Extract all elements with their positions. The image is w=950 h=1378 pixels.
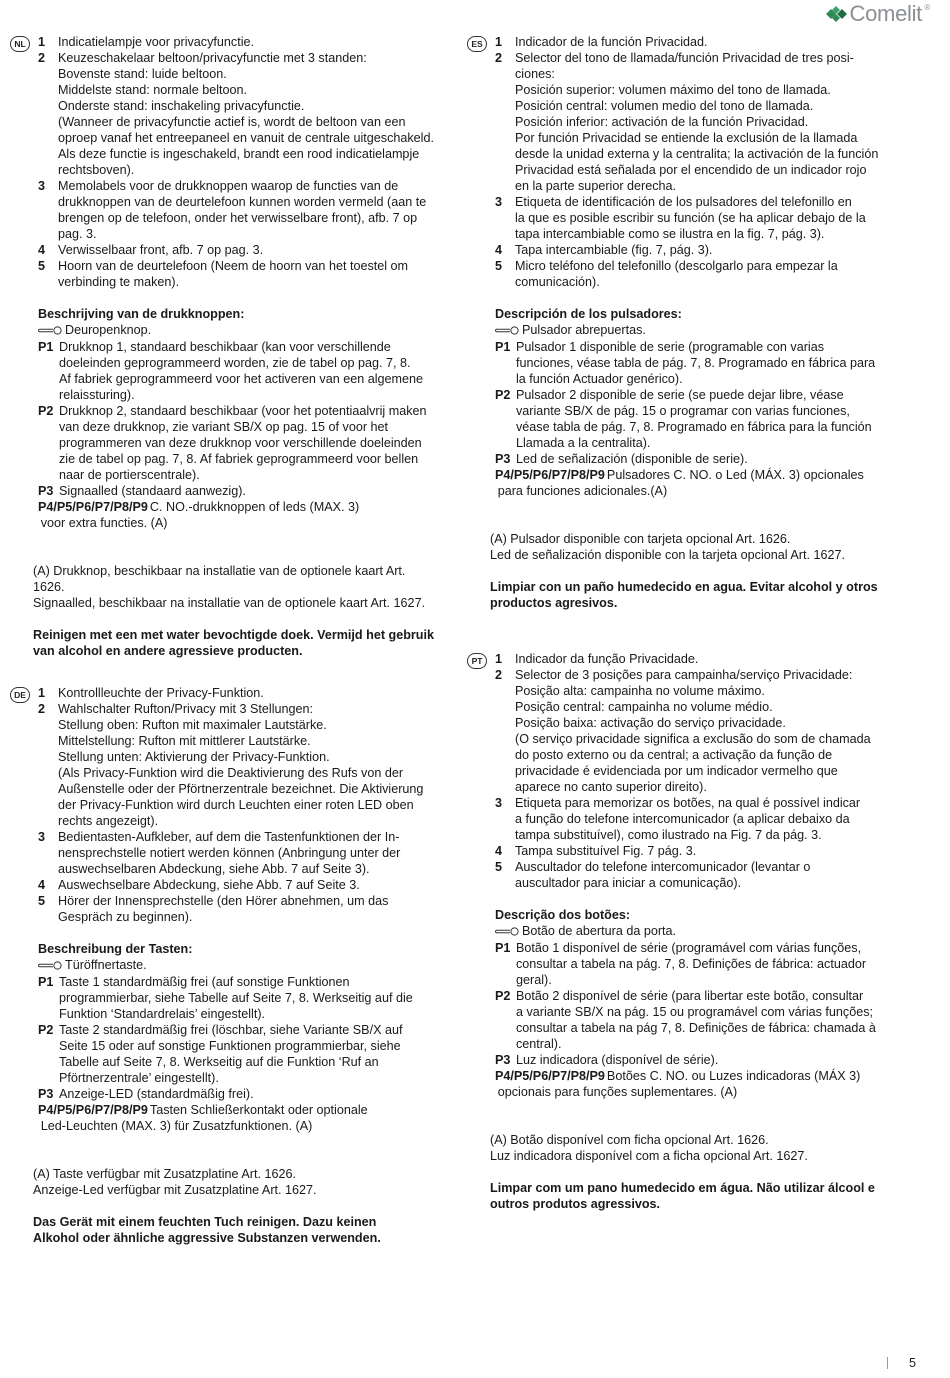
text-line: rechtsboven). bbox=[58, 163, 135, 177]
button-text bbox=[59, 1022, 462, 1086]
button-text bbox=[59, 403, 462, 483]
text-line: geral). bbox=[516, 973, 552, 987]
item-number: 1 bbox=[495, 35, 503, 49]
buttons-heading: Descripción de los pulsadores: bbox=[495, 307, 682, 321]
list-item bbox=[495, 859, 927, 891]
text-line: tampa substituível), como ilustrado na Fig. 7 da pág. 3. bbox=[515, 828, 822, 842]
item-text bbox=[515, 843, 927, 859]
section-es bbox=[467, 34, 927, 611]
key-icon bbox=[38, 323, 64, 339]
text-line: Llamada a la centralita). bbox=[516, 436, 651, 450]
text-line: en la parte superior derecha. bbox=[515, 179, 677, 193]
button-text bbox=[516, 1052, 927, 1068]
text-line: Auscultador do telefone intercomunicador (levantar o bbox=[515, 860, 811, 874]
text-line: pag. 3. bbox=[58, 227, 97, 241]
text-line: Als deze functie is ingeschakeld, brandt een rood indicatielampje bbox=[58, 147, 420, 161]
button-description bbox=[495, 451, 927, 467]
button-description bbox=[495, 1052, 927, 1068]
item-text bbox=[58, 877, 462, 893]
text-line: opcionais para funções suplementares. (A) bbox=[497, 1085, 738, 1099]
text-line: Selector del tono de llamada/función Privacidad de tres posi- bbox=[515, 51, 854, 65]
text-line: la que es posible escribir su función (se ha aplicar debajo de la bbox=[515, 211, 866, 225]
text-line: Tapa intercambiable (fig. 7, pág. 3). bbox=[515, 243, 713, 257]
button-text bbox=[516, 387, 927, 451]
text-line: Led-Leuchten (MAX. 3) für Zusatzfunktionen. (A) bbox=[40, 1119, 313, 1133]
button-text bbox=[516, 988, 927, 1052]
text-line: verbinding te maken). bbox=[58, 275, 180, 289]
text-line: Pulsadores C. NO. o Led (MÁX. 3) opcionales bbox=[606, 468, 864, 482]
list-item bbox=[495, 194, 927, 242]
door-release-label: Deuropenknop. bbox=[65, 323, 152, 337]
language-badge: ES bbox=[467, 36, 487, 52]
button-description bbox=[495, 467, 927, 499]
text-line: Taste 1 standardmäßig frei (auf sonstige Funktionen bbox=[59, 975, 350, 989]
buttons-heading: Descrição dos botões: bbox=[495, 908, 631, 922]
door-release-row bbox=[495, 923, 927, 940]
text-line: Seite 15 oder auf sonstige Funktionen programmierbar, siehe bbox=[59, 1039, 401, 1053]
list-item bbox=[38, 258, 462, 290]
text-line: Memolabels voor de drukknoppen waarop de functies van de bbox=[58, 179, 399, 193]
text-line: Signaalled, beschikbaar na installatie van de optionele kaart Art. 1627. bbox=[33, 596, 426, 610]
text-line: nensprechstelle notiert werden können (Anbringung unter der bbox=[58, 846, 401, 860]
list-item bbox=[38, 685, 462, 701]
item-number: 3 bbox=[495, 195, 503, 209]
text-line: Privacidad está señalada por el encendido de un indicador rojo bbox=[515, 163, 867, 177]
text-line: Limpar com um pano humedecido em água. Não utilizar álcool e bbox=[490, 1181, 875, 1195]
text-line: Außenstelle oder der Pförtnerzentrale bezeichnet. Die Aktivierung bbox=[58, 782, 424, 796]
text-line: Drukknop 2, standaard beschikbaar (voor het potentiaalvrij maken bbox=[59, 404, 427, 418]
door-release-label: Pulsador abrepuertas. bbox=[522, 323, 646, 337]
button-code: P3 bbox=[38, 484, 54, 498]
text-line: la función Actuador genérico). bbox=[516, 372, 683, 386]
list-item bbox=[495, 795, 927, 843]
text-line: a função do telefone intercomunicador (a aplicar debaixo da bbox=[515, 812, 850, 826]
text-line: voor extra functies. (A) bbox=[40, 516, 168, 530]
text-line: Hoorn van de deurtelefoon (Neem de hoorn van het toestel om bbox=[58, 259, 409, 273]
item-number: 3 bbox=[495, 796, 503, 810]
text-line: Posición superior: volumen máximo del tono de llamada. bbox=[515, 83, 831, 97]
button-description bbox=[38, 339, 462, 403]
text-line: desde la unidad externa y la centralita; la activación de la función bbox=[515, 147, 879, 161]
button-code: P1 bbox=[495, 340, 511, 354]
button-code: P3 bbox=[495, 1053, 511, 1067]
footer-divider bbox=[887, 1357, 888, 1369]
cleaning-instructions bbox=[490, 579, 927, 611]
text-line: Micro teléfono del telefonillo (descolgarlo para empezar la bbox=[515, 259, 838, 273]
item-text bbox=[515, 242, 927, 258]
text-line: véase tabla de pág. 7, 8. Programado en fábrica para la función bbox=[516, 420, 872, 434]
button-description bbox=[38, 1022, 462, 1086]
text-line: consultar a tabela na pág 7, 8. Definições de fábrica: chamada à bbox=[516, 1021, 876, 1035]
list-item bbox=[38, 34, 462, 50]
text-line: Wahlschalter Rufton/Privacy mit 3 Stellungen: bbox=[58, 702, 314, 716]
text-line: comunicación). bbox=[515, 275, 600, 289]
text-line: Drukknop 1, standaard beschikbaar (kan voor verschillende bbox=[59, 340, 391, 354]
section-nl bbox=[10, 34, 462, 659]
buttons-heading: Beschreibung der Tasten: bbox=[38, 942, 193, 956]
text-line: Posição alta: campainha no volume máximo. bbox=[515, 684, 765, 698]
item-text bbox=[58, 178, 462, 242]
item-text bbox=[515, 50, 927, 194]
text-line: (Als Privacy-Funktion wird die Deaktivierung des Rufs von der bbox=[58, 766, 404, 780]
list-item bbox=[495, 34, 927, 50]
text-line: Auswechselbare Abdeckung, siehe Abb. 7 auf Seite 3. bbox=[58, 878, 360, 892]
item-number: 2 bbox=[38, 702, 46, 716]
button-description bbox=[38, 1086, 462, 1102]
text-line: van deze drukknop, zie variant SB/X op pag. 15 of voor het bbox=[59, 420, 389, 434]
text-line: auscultador para iniciar a comunicação). bbox=[515, 876, 742, 890]
item-number: 3 bbox=[38, 179, 46, 193]
item-text bbox=[58, 258, 462, 290]
list-item bbox=[38, 829, 462, 877]
text-line: Das Gerät mit einem feuchten Tuch reinigen. Dazu keinen bbox=[33, 1215, 377, 1229]
buttons-heading: Beschrijving van de drukknoppen: bbox=[38, 307, 245, 321]
button-text bbox=[516, 940, 927, 988]
text-line: Keuzeschakelaar beltoon/privacyfunctie met 3 standen: bbox=[58, 51, 367, 65]
text-line: Signaalled (standaard aanwezig). bbox=[59, 484, 246, 498]
item-text bbox=[515, 667, 927, 795]
text-line: Tabelle auf Seite 7, 8. Werkseitig auf die Funktion ‘Ruf an bbox=[59, 1055, 379, 1069]
text-line: Posición inferior: activación de la función Privacidad. bbox=[515, 115, 809, 129]
text-line: Bedientasten-Aufkleber, auf dem die Tastenfunktionen der In- bbox=[58, 830, 400, 844]
text-line: Hörer der Innensprechstelle (den Hörer abnehmen, um das bbox=[58, 894, 389, 908]
button-description bbox=[38, 403, 462, 483]
button-description bbox=[38, 483, 462, 499]
text-line: drukknoppen van de deurtelefoon kunnen worden vermeld (aan te bbox=[58, 195, 427, 209]
button-description bbox=[38, 974, 462, 1022]
left-column bbox=[10, 34, 462, 1246]
item-number: 4 bbox=[38, 878, 46, 892]
text-line: do posto externo ou da central; a activação da função de bbox=[515, 748, 833, 762]
text-line: ciones: bbox=[515, 67, 555, 81]
language-badge: DE bbox=[10, 687, 30, 703]
button-text bbox=[59, 483, 462, 499]
text-line: Posición central: volumen medio del tono de llamada. bbox=[515, 99, 814, 113]
door-release-row bbox=[38, 322, 462, 339]
text-line: Alkohol oder ähnliche aggressive Substanzen verwenden. bbox=[33, 1231, 381, 1245]
brand-name: Comelit ® bbox=[849, 1, 930, 26]
section-de bbox=[10, 685, 462, 1246]
button-description bbox=[495, 1068, 927, 1100]
list-item bbox=[38, 877, 462, 893]
list-item bbox=[495, 651, 927, 667]
list-item bbox=[38, 242, 462, 258]
list-item bbox=[38, 50, 462, 178]
button-code: P4/P5/P6/P7/P8/P9 bbox=[495, 1069, 605, 1083]
item-number: 4 bbox=[495, 243, 503, 257]
item-text bbox=[515, 194, 927, 242]
text-line: Stellung unten: Aktivierung der Privacy-Funktion. bbox=[58, 750, 330, 764]
text-line: central). bbox=[516, 1037, 562, 1051]
text-line: van alcohol en andere agressieve producten. bbox=[33, 644, 303, 658]
key-icon bbox=[38, 958, 64, 974]
button-code: P1 bbox=[38, 975, 54, 989]
button-description bbox=[495, 940, 927, 988]
item-number: 1 bbox=[495, 652, 503, 666]
text-line: Etiqueta para memorizar os botões, na qual é possível indicar bbox=[515, 796, 861, 810]
item-text bbox=[58, 701, 462, 829]
text-line: Botões C. NO. ou Luzes indicadoras (MÁX 3) bbox=[606, 1069, 861, 1083]
text-line: variante SB/X de pág. 15 o programar con varias funciones, bbox=[516, 404, 850, 418]
door-release-row bbox=[495, 322, 927, 339]
text-line: Etiqueta de identificación de los pulsadores del telefonillo en bbox=[515, 195, 852, 209]
brand-logo bbox=[826, 1, 930, 26]
footnote bbox=[33, 563, 462, 611]
cleaning-instructions bbox=[490, 1180, 927, 1212]
door-release-row bbox=[38, 957, 462, 974]
list-item bbox=[495, 258, 927, 290]
text-line: Indicador da função Privacidade. bbox=[515, 652, 699, 666]
list-item bbox=[38, 893, 462, 925]
item-number: 4 bbox=[38, 243, 46, 257]
text-line: (A) Pulsador disponible con tarjeta opcional Art. 1626. bbox=[490, 532, 791, 546]
text-line: programmierbar, siehe Tabelle auf Seite 7, 8. Werkseitig auf die bbox=[59, 991, 413, 1005]
item-text bbox=[58, 34, 462, 50]
item-number: 1 bbox=[38, 35, 46, 49]
text-line: rechts angezeigt). bbox=[58, 814, 159, 828]
text-line: (A) Drukknop, beschikbaar na installatie van de optionele kaart Art. bbox=[33, 564, 406, 578]
text-line: relaissturing). bbox=[59, 388, 135, 402]
item-text bbox=[58, 893, 462, 925]
text-line: zie de tabel op pag. 7, 8. Af fabriek geprogrammeerd voor bellen bbox=[59, 452, 419, 466]
button-code: P2 bbox=[38, 404, 54, 418]
button-text bbox=[59, 339, 462, 403]
item-number: 3 bbox=[38, 830, 46, 844]
button-text bbox=[59, 974, 462, 1022]
button-code: P4/P5/P6/P7/P8/P9 bbox=[38, 1103, 148, 1117]
text-line: Pförtnerzentrale’ eingestellt). bbox=[59, 1071, 219, 1085]
text-line: Stellung oben: Rufton mit maximaler Lautstärke. bbox=[58, 718, 327, 732]
text-line: (A) Botão disponível com ficha opcional Art. 1626. bbox=[490, 1133, 769, 1147]
language-badge: NL bbox=[10, 36, 30, 52]
item-text bbox=[515, 34, 927, 50]
footnote bbox=[490, 1132, 927, 1164]
text-line: consultar a tabela na pág. 7, 8. Definições de fábrica: actuador bbox=[516, 957, 867, 971]
button-code: P2 bbox=[495, 388, 511, 402]
item-number: 5 bbox=[38, 894, 46, 908]
text-line: (Wanneer de privacyfunctie actief is, wordt de beltoon van een bbox=[58, 115, 406, 129]
button-text bbox=[516, 339, 927, 387]
text-line: Luz indicadora disponível com a ficha opcional Art. 1627. bbox=[490, 1149, 808, 1163]
text-line: Led de señalización (disponible de serie). bbox=[516, 452, 748, 466]
text-line: Por función Privacidad se entiende la exclusión de la llamada bbox=[515, 131, 858, 145]
right-column bbox=[467, 34, 927, 1212]
button-code: P1 bbox=[38, 340, 54, 354]
text-line: Indicador de la función Privacidad. bbox=[515, 35, 708, 49]
text-line: C. NO.-drukknoppen of leds (MAX. 3) bbox=[149, 500, 360, 514]
button-text bbox=[59, 1086, 462, 1102]
page-number: 5 bbox=[909, 1356, 917, 1370]
cleaning-instructions bbox=[33, 627, 462, 659]
text-line: auswechselbaren Abdeckung, siehe Abb. 7 auf Seite 3). bbox=[58, 862, 370, 876]
text-line: brengen op de telefoon, onder het verwisselbare front), afb. 7 op bbox=[58, 211, 418, 225]
text-line: outros produtos agressivos. bbox=[490, 1197, 661, 1211]
list-item bbox=[495, 50, 927, 194]
text-line: productos agresivos. bbox=[490, 596, 618, 610]
text-line: Tampa substituível Fig. 7 pág. 3. bbox=[515, 844, 697, 858]
text-line: naar de portierscentrale). bbox=[59, 468, 200, 482]
text-line: Onderste stand: inschakeling privacyfunctie. bbox=[58, 99, 305, 113]
text-line: Anzeige-LED (standardmäßig frei). bbox=[59, 1087, 254, 1101]
text-line: Anzeige-Led verfügbar mit Zusatzplatine Art. 1627. bbox=[33, 1183, 317, 1197]
text-line: Botão 1 disponível de série (programável com várias funções, bbox=[516, 941, 862, 955]
item-text bbox=[58, 829, 462, 877]
text-line: Tasten Schließerkontakt oder optionale bbox=[149, 1103, 368, 1117]
button-code: P4/P5/P6/P7/P8/P9 bbox=[495, 468, 605, 482]
button-description bbox=[495, 387, 927, 451]
door-release-label: Türöffnertaste. bbox=[65, 958, 147, 972]
cleaning-instructions bbox=[33, 1214, 462, 1246]
text-line: Middelste stand: normale beltoon. bbox=[58, 83, 248, 97]
item-text bbox=[515, 651, 927, 667]
text-line: oproep vanaf het entreepaneel en vanuit de centrale uitgeschakeld. bbox=[58, 131, 434, 145]
text-line: Posição baixa: activação do serviço privacidade. bbox=[515, 716, 786, 730]
button-code: P4/P5/P6/P7/P8/P9 bbox=[38, 500, 148, 514]
language-badge: PT bbox=[467, 653, 487, 669]
item-number: 5 bbox=[495, 860, 503, 874]
text-line: Af fabriek geprogrammeerd voor het activeren van een algemene bbox=[59, 372, 424, 386]
list-item bbox=[495, 667, 927, 795]
list-item bbox=[38, 178, 462, 242]
key-icon bbox=[495, 323, 521, 339]
list-item bbox=[38, 701, 462, 829]
text-line: Gespräch zu beginnen). bbox=[58, 910, 193, 924]
text-line: 1626. bbox=[33, 580, 65, 594]
text-line: (A) Taste verfügbar mit Zusatzplatine Art. 1626. bbox=[33, 1167, 296, 1181]
text-line: Limpiar con un paño humedecido en agua. Evitar alcohol y otros bbox=[490, 580, 878, 594]
button-code: P2 bbox=[495, 989, 511, 1003]
key-icon bbox=[495, 924, 521, 940]
section-pt bbox=[467, 651, 927, 1212]
text-line: a variante SB/X na pág. 15 ou programável com várias funções; bbox=[516, 1005, 874, 1019]
text-line: tapa intercambiable como se ilustra en la fig. 7, pág. 3). bbox=[515, 227, 825, 241]
text-line: Led de señalización disponible con la tarjeta opcional Art. 1627. bbox=[490, 548, 845, 562]
text-line: Selector de 3 posições para campainha/serviço Privacidade: bbox=[515, 668, 853, 682]
text-line: Pulsador 1 disponible de serie (programable con varias bbox=[516, 340, 825, 354]
item-text bbox=[58, 685, 462, 701]
item-text bbox=[515, 859, 927, 891]
comelit-mark-icon bbox=[826, 6, 848, 22]
text-line: Mittelstellung: Rufton mit mittlerer Lautstärke. bbox=[58, 734, 311, 748]
door-release-label: Botão de abertura da porta. bbox=[522, 924, 677, 938]
button-description bbox=[495, 988, 927, 1052]
footnote bbox=[490, 531, 927, 563]
text-line: Taste 2 standardmäßig frei (löschbar, siehe Variante SB/X auf bbox=[59, 1023, 403, 1037]
text-line: Verwisselbaar front, afb. 7 op pag. 3. bbox=[58, 243, 264, 257]
list-item bbox=[495, 843, 927, 859]
text-line: para funciones adicionales.(A) bbox=[497, 484, 668, 498]
list-item bbox=[495, 242, 927, 258]
text-line: Bovenste stand: luide beltoon. bbox=[58, 67, 227, 81]
text-line: funciones, véase tabla de pág. 7, 8. Programado en fábrica para bbox=[516, 356, 876, 370]
button-code: P3 bbox=[38, 1087, 54, 1101]
button-text bbox=[516, 451, 927, 467]
text-line: programmeren van deze drukknop voor verschillende doeleinden bbox=[59, 436, 422, 450]
item-number: 5 bbox=[38, 259, 46, 273]
item-number: 2 bbox=[495, 51, 503, 65]
text-line: Botão 2 disponível de série (para libertar este botão, consultar bbox=[516, 989, 864, 1003]
button-code: P3 bbox=[495, 452, 511, 466]
text-line: der Privacy-Funktion wird durch Leuchten einer roten LED oben bbox=[58, 798, 414, 812]
item-number: 2 bbox=[495, 668, 503, 682]
footnote bbox=[33, 1166, 462, 1198]
text-line: aparece no canto superior direito). bbox=[515, 780, 707, 794]
text-line: Luz indicadora (disponível de série). bbox=[516, 1053, 719, 1067]
text-line: Posição central: campainha no volume médio. bbox=[515, 700, 773, 714]
item-text bbox=[58, 242, 462, 258]
text-line: privacidade é evidenciada por um indicador vermelho que bbox=[515, 764, 838, 778]
item-text bbox=[515, 795, 927, 843]
button-description bbox=[38, 499, 462, 531]
item-number: 5 bbox=[495, 259, 503, 273]
item-text bbox=[515, 258, 927, 290]
text-line: Pulsador 2 disponible de serie (se puede dejar libre, véase bbox=[516, 388, 844, 402]
text-line: Kontrollleuchte der Privacy-Funktion. bbox=[58, 686, 264, 700]
text-line: Funktion ‘Standardrelais’ eingestellt). bbox=[59, 1007, 266, 1021]
text-line: doeleinden geprogrammeerd worden, zie de tabel op pag. 7, 8. bbox=[59, 356, 411, 370]
text-line: (O serviço privacidade significa a exclusão do som de chamada bbox=[515, 732, 871, 746]
text-line: Reinigen met een met water bevochtigde doek. Vermijd het gebruik bbox=[33, 628, 435, 642]
button-code: P1 bbox=[495, 941, 511, 955]
button-description bbox=[495, 339, 927, 387]
item-number: 2 bbox=[38, 51, 46, 65]
button-description bbox=[38, 1102, 462, 1134]
button-code: P2 bbox=[38, 1023, 54, 1037]
text-line: Indicatielampje voor privacyfunctie. bbox=[58, 35, 254, 49]
item-number: 1 bbox=[38, 686, 46, 700]
item-text bbox=[58, 50, 462, 178]
item-number: 4 bbox=[495, 844, 503, 858]
